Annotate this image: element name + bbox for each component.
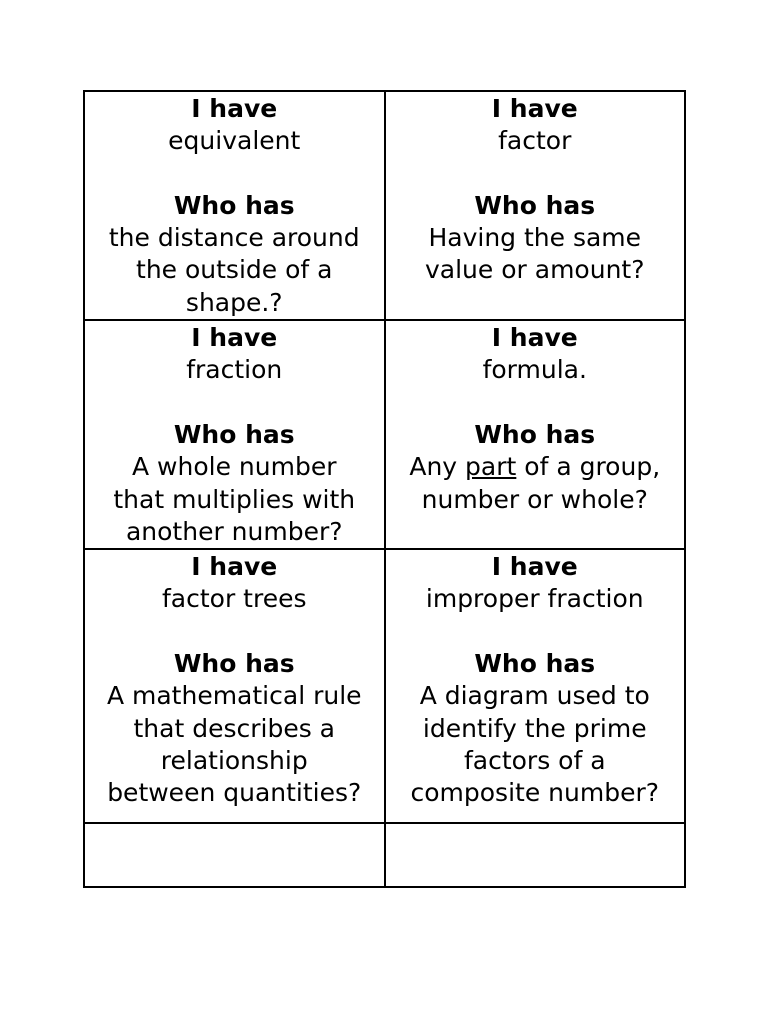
i-have-term: factor trees [161,584,307,614]
card-spacer [85,158,384,190]
who-has-question-line: between quantities? [107,778,362,808]
card-spacer [85,387,384,419]
card-row [84,91,685,320]
who-has-question-line: relationship [160,745,308,775]
who-has-question-line: shape.? [185,287,283,317]
who-has-question-line: the distance around [108,223,360,253]
card-row [84,823,685,887]
card-spacer [85,616,384,648]
card-grid [83,90,686,888]
who-has-question-line: that describes a [133,713,335,743]
i-have-term: fraction [186,355,283,385]
card [386,550,685,809]
i-have-label: I have [191,552,278,582]
empty-card-cell [385,823,686,887]
i-have-label: I have [491,552,578,582]
card-cell [84,549,385,823]
who-has-question-line: factors of a [463,745,606,775]
who-has-question-line: another number? [125,516,343,546]
i-have-label: I have [491,323,578,353]
i-have-term: equivalent [168,126,301,156]
card [386,92,685,287]
i-have-term: factor [498,126,572,156]
question-text: of a group, [516,452,661,482]
who-has-question-line: number or whole? [421,484,648,514]
who-has-label: Who has [474,419,596,449]
question-text: Any [409,452,466,482]
card-spacer [386,616,685,648]
who-has-question-line: A diagram used to [419,681,650,711]
empty-card-cell [84,823,385,887]
card-spacer [386,387,685,419]
who-has-question-line: Having the same [428,223,642,253]
i-have-term: formula. [482,355,587,385]
i-have-term: improper fraction [425,584,644,614]
who-has-label: Who has [173,649,295,679]
card [85,550,384,809]
card-cell [84,320,385,549]
card-cell [385,549,686,823]
card-spacer [386,158,685,190]
who-has-question-line: that multiplies with [113,484,356,514]
i-have-label: I have [191,94,278,123]
who-has-question-line [386,451,685,483]
who-has-label: Who has [173,190,295,220]
card [85,92,384,319]
underlined-word: part [465,452,517,482]
card-cell [385,320,686,549]
who-has-label: Who has [474,649,596,679]
who-has-label: Who has [474,190,596,220]
who-has-question-line: A whole number [132,452,337,482]
card-cell [385,91,686,320]
who-has-question-line: value or amount? [425,255,645,285]
card-row [84,549,685,823]
who-has-question-line: A mathematical rule [106,681,362,711]
who-has-question-line: identify the prime [422,713,647,743]
i-have-label: I have [191,323,278,353]
card-cell [84,91,385,320]
card [85,321,384,548]
i-have-label: I have [491,94,578,123]
who-has-question-line: composite number? [410,778,659,808]
who-has-label: Who has [173,419,295,449]
who-has-question-line: the outside of a [136,255,333,285]
card [386,321,685,516]
card-row [84,320,685,549]
